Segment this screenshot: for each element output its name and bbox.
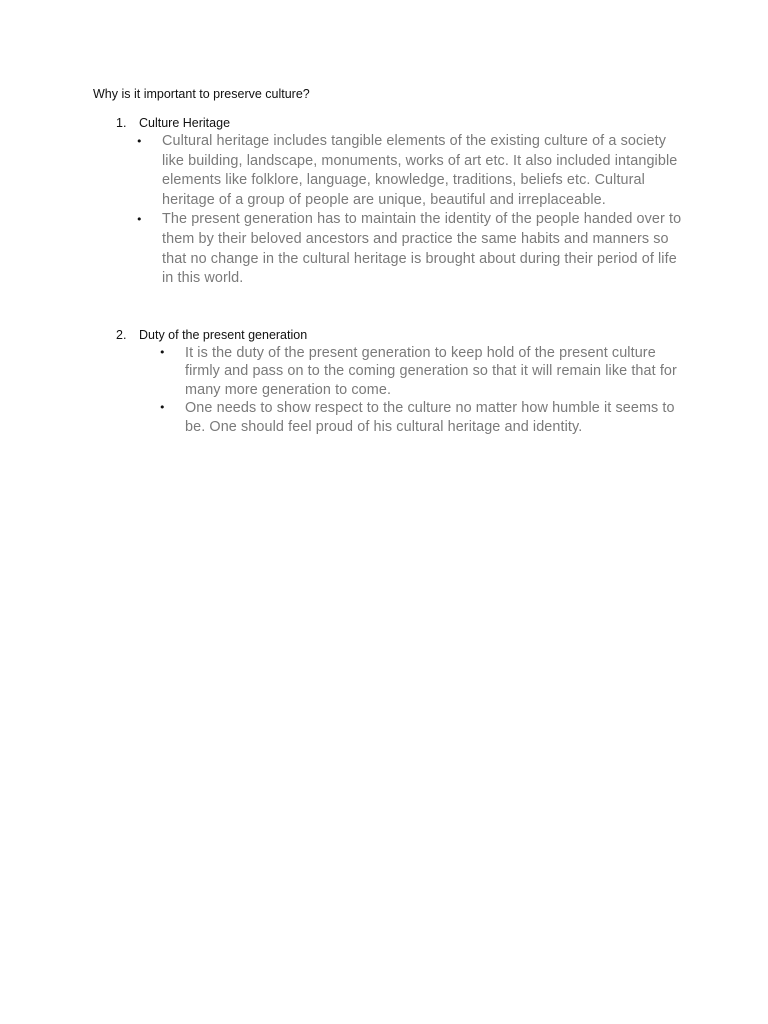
bullet-text: It is the duty of the present generation to keep hold of the present culture firmly and pass on to the coming generation so that it will remain like that for many more generation to come. [185,345,677,398]
bullet-item [136,210,682,288]
bullet-icon: • [136,213,143,227]
bullet-text: The present generation has to maintain the identity of the people handed over to them by their beloved ancestors and practice the same habits and manners so that no change in the cultural heritage is brought about during their period of life in this world. [162,211,682,287]
bullet-icon: • [159,346,166,359]
bullet-text: Cultural heritage includes tangible elements of the existing culture of a society like building, landscape, monuments, works of art etc. It also included intangible elements like folklore, language, knowledge, traditions, beliefs etc. Cultural heritage of a group of people are unique, beautiful and irreplaceable. [162,133,678,208]
bullet-item [159,344,685,399]
bullet-item [159,399,685,436]
bullet-text: One needs to show respect to the culture no matter how humble it seems to be. One should feel proud of his cultural heritage and identity. [185,400,675,435]
bullet-item [136,132,682,210]
section-number: 1. [116,116,127,130]
bullet-icon: • [136,135,143,148]
section-title: Culture Heritage [139,116,231,130]
section-number: 2. [116,328,127,342]
document-title: Why is it important to preserve culture? [93,87,310,101]
bullet-list [159,344,685,436]
bullet-icon: • [159,401,166,415]
bullet-list [136,132,682,289]
section-title: Duty of the present generation [139,328,308,342]
